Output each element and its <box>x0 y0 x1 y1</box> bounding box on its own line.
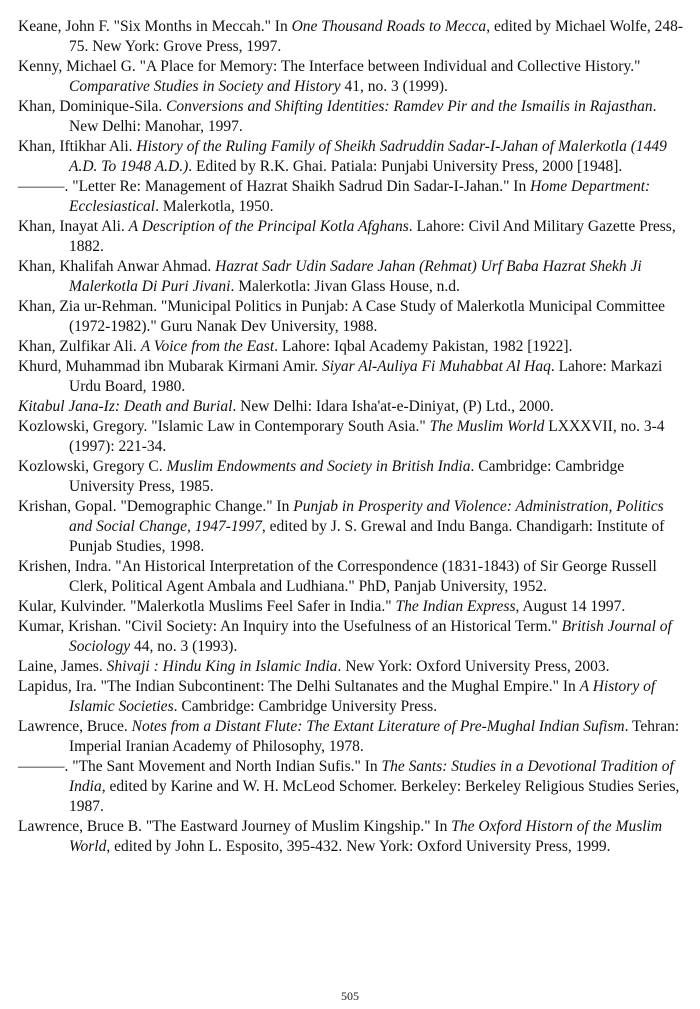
bibliography-entry <box>18 417 688 457</box>
bibliography-entry <box>18 817 688 857</box>
bibliography-entry <box>18 557 688 597</box>
entry-text: Khan, Zulfikar Ali. <box>18 338 141 355</box>
entry-text: . Cambridge: Cambridge University Press. <box>173 698 438 715</box>
bibliography-entry <box>18 177 688 217</box>
entry-title-italic: The Oxford Historn of the Muslim World <box>69 818 663 855</box>
entry-title-italic: History of the Ruling Family of Sheikh Sadruddin Sadar-I-Jahan of Malerkotla (1449 A.D. To 1948 A.D.) <box>69 138 667 175</box>
entry-title-italic: A Description of the Principal Kotla Afghans <box>128 218 409 235</box>
bibliography-entry <box>18 617 688 657</box>
entry-text: Krishen, Indra. "An Historical Interpretation of the Correspondence (1831-1843) of Sir George Russell Clerk, Political Agent Ambala and Ludhiana." PhD, Panjab University, 1952. <box>18 558 657 595</box>
bibliography-entry <box>18 97 688 137</box>
bibliography-entry <box>18 137 688 177</box>
entry-text: , edited by J. S. Grewal and Indu Banga. Chandigarh: Institute of Punjab Studies, 1998. <box>69 518 665 555</box>
entry-text: ———. "Letter Re: Management of Hazrat Shaikh Sadrud Din Sadar-I-Jahan." In <box>18 178 531 195</box>
entry-text: Krishan, Gopal. "Demographic Change." In <box>18 498 294 515</box>
entry-title-italic: The Muslim World <box>429 418 545 435</box>
bibliography-entry <box>18 217 688 257</box>
entry-text: ———. "The Sant Movement and North Indian Sufis." In <box>18 758 382 775</box>
entry-text: , edited by Michael Wolfe, 248-75. New York: Grove Press, 1997. <box>69 18 684 55</box>
entry-text: Lawrence, Bruce. <box>18 718 132 735</box>
bibliography-entry <box>18 497 688 557</box>
entry-text: Khan, Dominique-Sila. <box>18 98 167 115</box>
entry-title-italic: The Indian Express <box>395 598 516 615</box>
bibliography-entry <box>18 357 688 397</box>
entry-text: Lawrence, Bruce B. "The Eastward Journey of Muslim Kingship." In <box>18 818 452 835</box>
entry-text: Khan, Inayat Ali. <box>18 218 129 235</box>
entry-text: Khan, Zia ur-Rehman. "Municipal Politics in Punjab: A Case Study of Malerkotla Municipal Committee (1972-1982)." Guru Nanak Dev University, 1988. <box>18 298 666 335</box>
entry-text: Kenny, Michael G. "A Place for Memory: The Interface between Individual and Collective History." <box>18 58 641 75</box>
entry-text: . Lahore: Iqbal Academy Pakistan, 1982 [1922]. <box>274 338 573 355</box>
entry-text: Laine, James. <box>18 658 107 675</box>
entry-title-italic: Comparative Studies in Society and History <box>69 78 341 95</box>
entry-text: Kozlowski, Gregory C. <box>18 458 167 475</box>
entry-text: Khan, Khalifah Anwar Ahmad. <box>18 258 216 275</box>
entry-title-italic: Conversions and Shifting Identities: Ramdev Pir and the Ismailis in Rajasthan <box>166 98 653 115</box>
entry-title-italic: Notes from a Distant Flute: The Extant Literature of Pre-Mughal Indian Sufism <box>131 718 625 735</box>
entry-text: . Cambridge: Cambridge University Press, 1985. <box>69 458 625 495</box>
entry-title-italic: Kitabul Jana-Iz: Death and Burial <box>18 398 233 415</box>
entry-title-italic: Muslim Endowments and Society in British India <box>166 458 471 475</box>
entry-text: Khan, Iftikhar Ali. <box>18 138 137 155</box>
bibliography-entry <box>18 657 688 677</box>
entry-text: . New Delhi: Idara Isha'at-e-Diniyat, (P) Ltd., 2000. <box>232 398 554 415</box>
bibliography-entry <box>18 257 688 297</box>
entry-title-italic: A History of Islamic Societies <box>69 678 656 715</box>
entry-title-italic: One Thousand Roads to Mecca <box>291 18 487 35</box>
bibliography-entry <box>18 17 688 57</box>
entry-text: . Lahore: Civil And Military Gazette Press, 1882. <box>69 218 676 255</box>
bibliography-list <box>18 17 688 857</box>
entry-title-italic: The Sants: Studies in a Devotional Tradition of India <box>69 758 674 795</box>
entry-text: . Malerkotla: Jivan Glass House, n.d. <box>230 278 460 295</box>
entry-title-italic: Siyar Al-Auliya Fi Muhabbat Al Haq <box>321 358 551 375</box>
entry-text: 44, no. 3 (1993). <box>130 638 238 655</box>
page-number: 505 <box>341 989 359 1003</box>
bibliography-entry <box>18 597 688 617</box>
bibliography-entry <box>18 757 688 817</box>
entry-title-italic: Punjab in Prosperity and Violence: Administration, Politics and Social Change, 1947-1997 <box>69 498 664 535</box>
bibliography-entry <box>18 57 688 97</box>
entry-text: . Edited by R.K. Ghai. Patiala: Punjabi University Press, 2000 [1948]. <box>188 158 623 175</box>
entry-text: , edited by John L. Esposito, 395-432. New York: Oxford University Press, 1999. <box>106 838 611 855</box>
bibliography-entry <box>18 297 688 337</box>
entry-text: Keane, John F. "Six Months in Meccah." In <box>18 18 292 35</box>
entry-text: LXXXVII, no. 3-4 (1997): 221-34. <box>69 418 665 455</box>
entry-text: Lapidus, Ira. "The Indian Subcontinent: The Delhi Sultanates and the Mughal Empire." In <box>18 678 580 695</box>
entry-title-italic: Hazrat Sadr Udin Sadare Jahan (Rehmat) Urf Baba Hazrat Shekh Ji Malerkotla Di Puri Jivani <box>69 258 642 295</box>
bibliography-entry <box>18 677 688 717</box>
entry-title-italic: Shivaji : Hindu King in Islamic India <box>106 658 338 675</box>
entry-text: , edited by Karine and W. H. McLeod Schomer. Berkeley: Berkeley Religious Studies Series, 1987. <box>69 778 680 815</box>
entry-text: . Tehran: Imperial Iranian Academy of Philosophy, 1978. <box>69 718 680 755</box>
entry-text: Kozlowski, Gregory. "Islamic Law in Contemporary South Asia." <box>18 418 430 435</box>
entry-text: . Lahore: Markazi Urdu Board, 1980. <box>69 358 663 395</box>
entry-text: 41, no. 3 (1999). <box>340 78 448 95</box>
entry-title-italic: A Voice from the East <box>140 338 275 355</box>
entry-title-italic: Home Department: Ecclesiastical <box>69 178 651 215</box>
entry-text: Kular, Kulvinder. "Malerkotla Muslims Feel Safer in India." <box>18 598 396 615</box>
bibliography-entry <box>18 397 688 417</box>
bibliography-entry <box>18 717 688 757</box>
entry-title-italic: British Journal of Sociology <box>69 618 672 655</box>
bibliography-entry <box>18 457 688 497</box>
entry-text: Kumar, Krishan. "Civil Society: An Inquiry into the Usefulness of an Historical Term." <box>18 618 562 635</box>
bibliography-entry <box>18 337 688 357</box>
entry-text: , August 14 1997. <box>515 598 626 615</box>
entry-text: . Malerkotla, 1950. <box>155 198 274 215</box>
entry-text: . New Delhi: Manohar, 1997. <box>69 98 657 135</box>
entry-text: . New York: Oxford University Press, 2003. <box>337 658 610 675</box>
entry-text: Khurd, Muhammad ibn Mubarak Kirmani Amir. <box>18 358 322 375</box>
